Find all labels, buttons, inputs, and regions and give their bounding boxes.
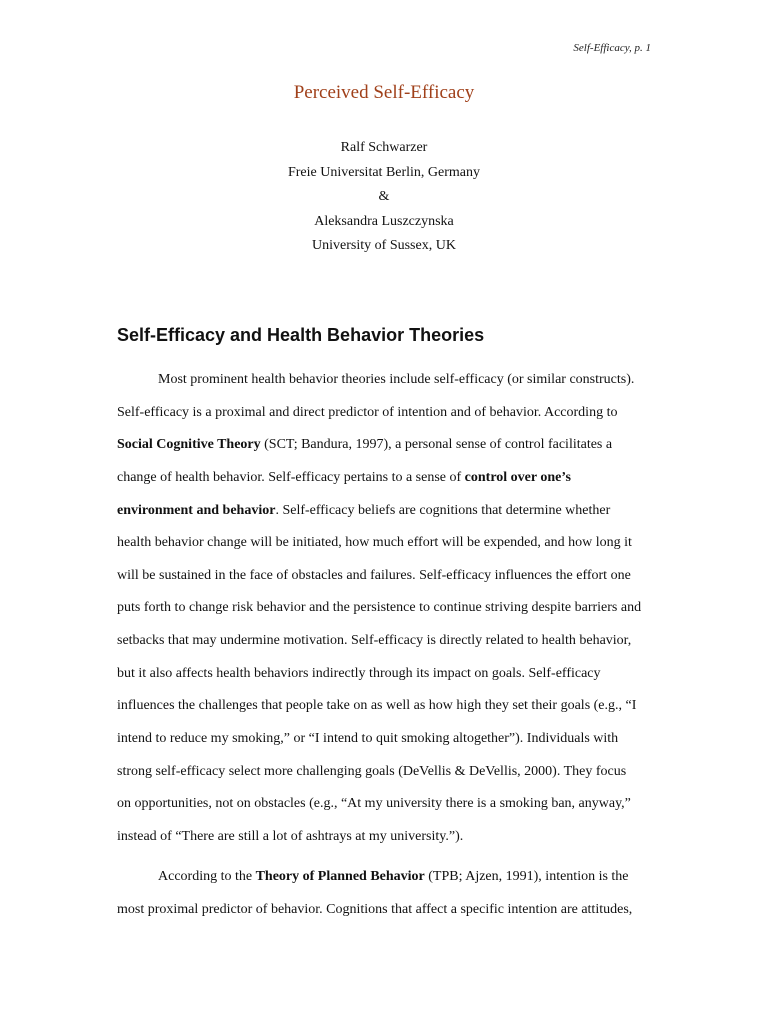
paragraph-line: Most prominent health behavior theories include self-efficacy (or similar constructs). [158, 372, 635, 387]
section-heading: Self-Efficacy and Health Behavior Theories [117, 325, 485, 345]
paragraph-line: setbacks that may undermine motivation. Self-efficacy is directly related to health behavior, [117, 633, 632, 648]
paragraph-text: (TPB; Ajzen, 1991), intention is the [424, 869, 629, 884]
author-conjunction: & [378, 189, 390, 204]
paragraph-line: on opportunities, not on obstacles (e.g., “At my university there is a smoking ban, anyway,” [117, 796, 631, 811]
running-head: Self-Efficacy, p. 1 [573, 42, 651, 54]
author-2-affiliation: University of Sussex, UK [312, 238, 456, 253]
emphasis-text: control over one’s [464, 470, 571, 485]
paragraph-line [117, 470, 651, 486]
document-title: Perceived Self-Efficacy [293, 82, 475, 103]
emphasis-text: environment and behavior [117, 503, 276, 518]
paragraph-text: change of health behavior. Self-efficacy pertains to a sense of [117, 470, 465, 485]
paragraph-line: health behavior change will be initiated, how much effort will be expended, and how long it [117, 535, 632, 550]
term-theory-of-planned-behavior: Theory of Planned Behavior [255, 869, 425, 884]
paragraph-line: will be sustained in the face of obstacles and failures. Self-efficacy influences the effort one [117, 568, 631, 583]
paragraph-text: (SCT; Bandura, 1997), a personal sense of control facilitates a [260, 437, 613, 452]
paragraph-line [117, 437, 651, 453]
paragraph-line [117, 503, 651, 519]
paragraph-line: intend to reduce my smoking,” or “I intend to quit smoking altogether”). Individuals with [117, 731, 619, 746]
author-1-name: Ralf Schwarzer [340, 140, 428, 155]
paragraph-text: . Self-efficacy beliefs are cognitions that determine whether [275, 503, 611, 518]
term-social-cognitive-theory: Social Cognitive Theory [117, 437, 261, 452]
author-2-name: Aleksandra Luszczynska [314, 214, 454, 229]
paragraph-line: puts forth to change risk behavior and the persistence to continue striving despite barriers and [117, 600, 642, 615]
author-1-affiliation: Freie Universitat Berlin, Germany [287, 165, 481, 180]
paragraph-line: Self-efficacy is a proximal and direct predictor of intention and of behavior. According to [117, 405, 618, 420]
paragraph-line: most proximal predictor of behavior. Cognitions that affect a specific intention are attitudes, [117, 902, 633, 917]
paragraph-line: strong self-efficacy select more challenging goals (DeVellis & DeVellis, 2000). They focus [117, 764, 627, 779]
paragraph-line: instead of “There are still a lot of ashtrays at my university.”). [117, 829, 464, 844]
paragraph-line: influences the challenges that people take on as well as how high they set their goals (e.g., “I [117, 698, 637, 713]
paragraph-line: but it also affects health behaviors indirectly through its impact on goals. Self-efficacy [117, 666, 601, 681]
paragraph-line [117, 869, 651, 885]
paragraph-text: According to the [158, 869, 256, 884]
